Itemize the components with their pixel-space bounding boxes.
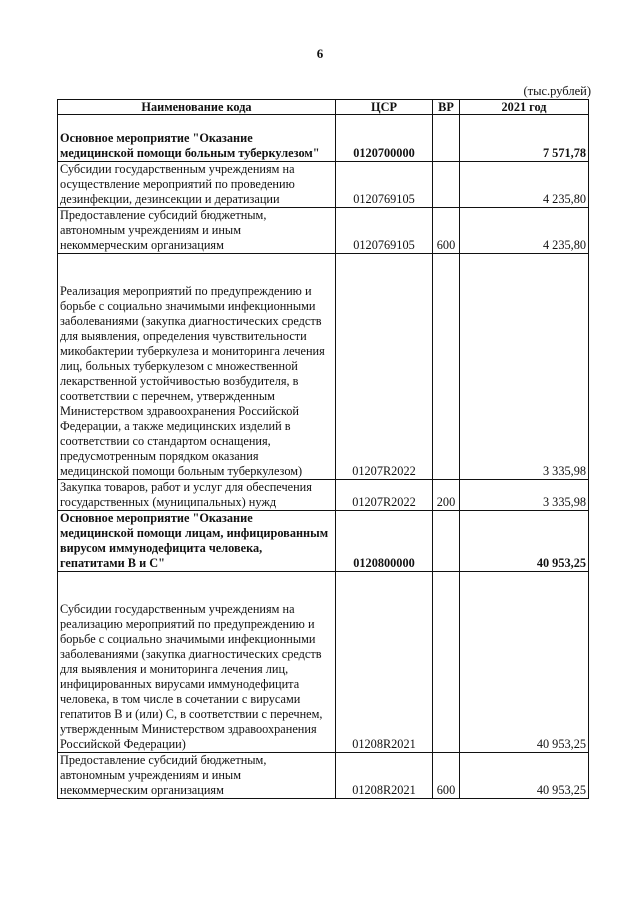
table-row [58, 208, 589, 254]
row-name: Основное мероприятие "Оказание медицинской помощи лицам, инфицированным вирусом иммунодефицита человека, гепатитами В и С" [60, 511, 329, 570]
table-row [58, 162, 589, 208]
row-vr [433, 254, 460, 480]
page-number: 6 [316, 46, 324, 61]
units-label: (тыс.рублей) [523, 84, 591, 98]
row-amount: 3 335,98 [460, 254, 589, 480]
row-csr: 01207R2022 [336, 254, 433, 480]
header-year: 2021 год [460, 100, 589, 115]
row-csr: 01208R2021 [336, 753, 433, 799]
row-vr: 600 [433, 208, 460, 254]
row-csr: 0120769105 [336, 162, 433, 208]
row-amount: 7 571,78 [460, 115, 589, 162]
row-csr: 0120769105 [336, 208, 433, 254]
row-name-cell [58, 480, 336, 511]
table-row [58, 254, 589, 480]
header-name: Наименование кода [58, 100, 336, 115]
row-name-cell [58, 511, 336, 572]
row-csr: 0120700000 [336, 115, 433, 162]
row-name-cell [58, 753, 336, 799]
table-row [58, 753, 589, 799]
row-csr: 01208R2021 [336, 572, 433, 753]
row-name-cell [58, 254, 336, 480]
row-csr: 01207R2022 [336, 480, 433, 511]
table-row [58, 572, 589, 753]
row-name-cell [58, 162, 336, 208]
row-amount: 40 953,25 [460, 511, 589, 572]
row-amount: 4 235,80 [460, 208, 589, 254]
table-row [58, 115, 589, 162]
row-vr [433, 115, 460, 162]
header-vr: ВР [433, 100, 460, 115]
row-amount: 4 235,80 [460, 162, 589, 208]
row-name: Субсидии государственным учреждениям на реализацию мероприятий по предупреждению и борьбе с социально значимыми инфекционными заболеваниями (закупка диагностических средств для выявления и мониторинга лечения лиц, инфицированных вирусами иммунодефицита человека, в том числе в сочетании с вирусами гепатитов В и (или) С, в соответствии с перечнем, утвержденным Министерством здравоохранения Российской Федерации) [60, 602, 323, 751]
row-name-cell [58, 208, 336, 254]
row-csr: 0120800000 [336, 511, 433, 572]
row-name: Субсидии государственным учреждениям на осуществление мероприятий по проведению дезинфекции, дезинсекции и дератизации [60, 162, 295, 206]
table-header-row [58, 100, 589, 115]
row-vr: 600 [433, 753, 460, 799]
budget-table [57, 99, 589, 799]
row-name: Закупка товаров, работ и услуг для обеспечения государственных (муниципальных) нужд [60, 480, 312, 509]
row-amount: 40 953,25 [460, 572, 589, 753]
row-amount: 40 953,25 [460, 753, 589, 799]
row-vr: 200 [433, 480, 460, 511]
row-name-cell [58, 572, 336, 753]
row-name-cell [58, 115, 336, 162]
header-csr: ЦСР [336, 100, 433, 115]
row-name: Основное мероприятие "Оказание медицинской помощи больным туберкулезом" [60, 131, 320, 160]
row-name: Реализация мероприятий по предупреждению и борьбе с социально значимыми инфекционными заболеваниями (закупка диагностических средств для выявления, определения чувствительности микобактерии туберкулеза и мониторинга лечения лиц, больных туберкулезом с множественной лекарственной устойчивостью возбудителя, в соответствии с перечнем, утвержденным Министерством здравоохранения Российской Федерации, а также медицинских изделий в соответствии со стандартом оснащения, предусмотренным порядком оказания медицинской помощи больным туберкулезом) [60, 284, 325, 478]
row-name: Предоставление субсидий бюджетным, автономным учреждениям и иным некоммерческим организациям [60, 208, 267, 252]
row-amount: 3 335,98 [460, 480, 589, 511]
row-vr [433, 572, 460, 753]
row-vr [433, 511, 460, 572]
table-row [58, 480, 589, 511]
row-vr [433, 162, 460, 208]
row-name: Предоставление субсидий бюджетным, автономным учреждениям и иным некоммерческим организациям [60, 753, 267, 797]
table-row [58, 511, 589, 572]
